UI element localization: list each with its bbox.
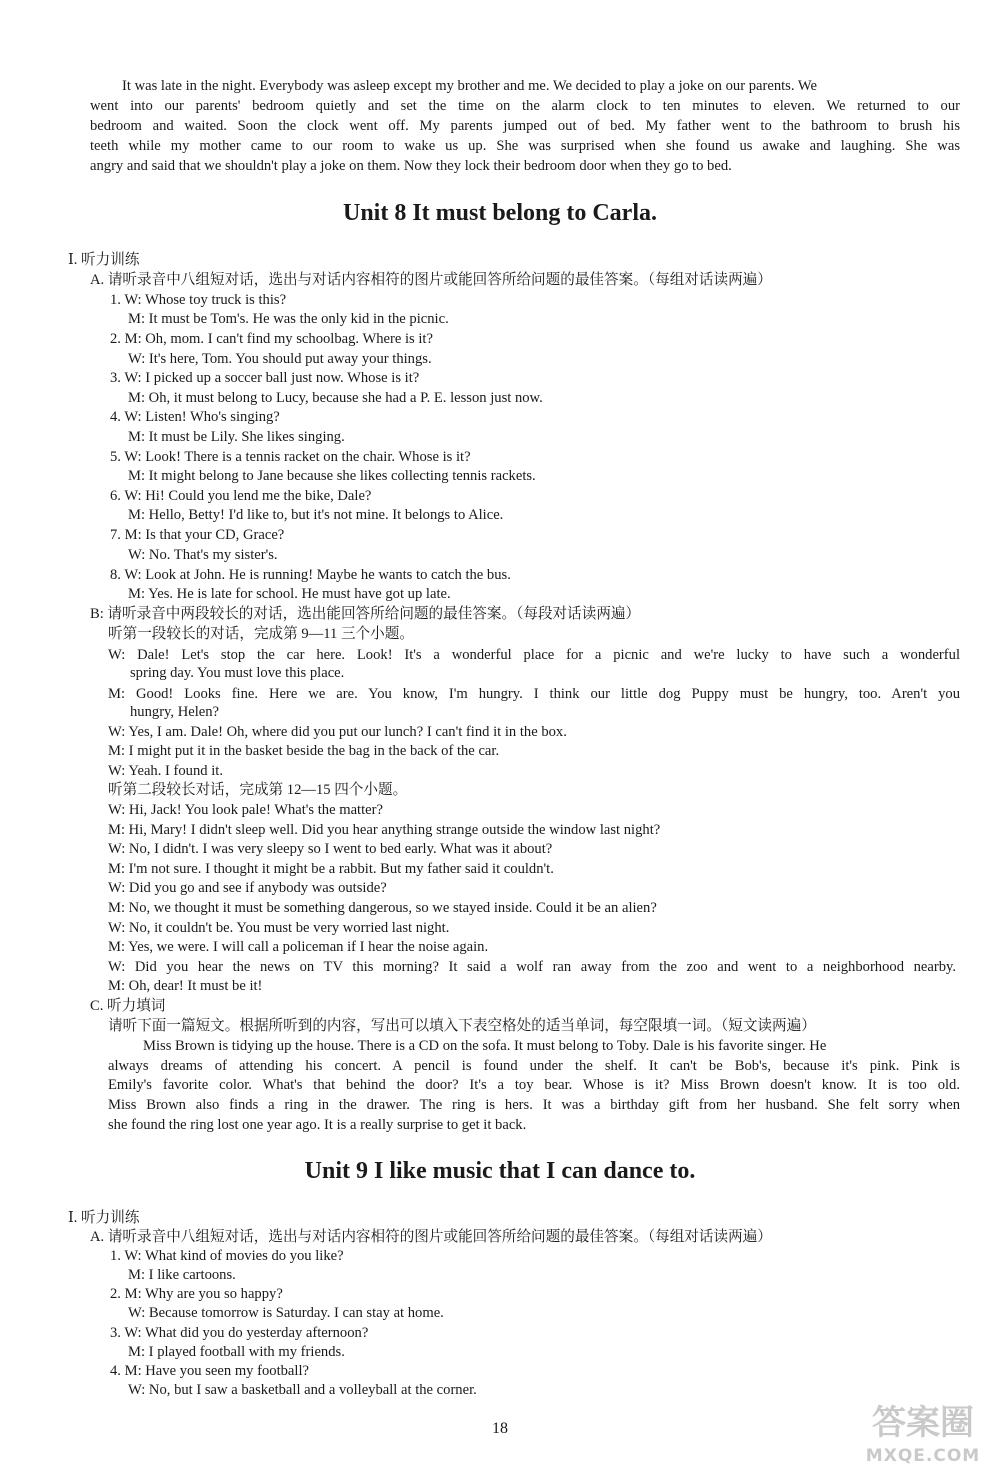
dialogue-line: W: Yes, I am. Dale! Oh, where did you put our lunch? I can't find it in the box.	[108, 724, 567, 740]
dialogue-line: M: Good! Looks fine. Here we are. You know, I'm hungry. I think our little dog Puppy must be hungry, too. Aren't you	[108, 686, 960, 702]
intro-line: It was late in the night. Everybody was asleep except my brother and me. We decided to play a joke on our parents. We	[122, 78, 817, 94]
dialogue-line: M: No, we thought it must be something dangerous, so we stayed inside. Could it be an alien?	[108, 900, 657, 916]
dialogue-line: 1. W: Whose toy truck is this?	[110, 292, 287, 308]
dialogue-line: M: Yes, we were. I will call a policeman if I hear the noise again.	[108, 939, 489, 955]
dialogue-line: W: Did you hear the news on TV this morning? It said a wolf ran away from the zoo and went to a neighborhood nearby.	[108, 959, 956, 975]
dialogue-line: M: Oh, dear! It must be it!	[108, 978, 263, 994]
part-b-instruction: B: 请听录音中两段较长的对话，选出能回答所给问题的最佳答案。（每段对话读两遍）	[90, 606, 641, 622]
dialogue-line: 5. W: Look! There is a tennis racket on the chair. Whose is it?	[110, 449, 471, 465]
watermark-logo	[860, 1402, 986, 1472]
dialogue-line: M: It must be Lily. She likes singing.	[128, 429, 345, 445]
dialogue-line: M: Oh, it must belong to Lucy, because she had a P. E. lesson just now.	[128, 390, 543, 406]
dialogue-line: W: Did you go and see if anybody was outside?	[108, 880, 387, 896]
dialogue-line: M: I played football with my friends.	[128, 1344, 345, 1360]
dialogue-line: 3. W: What did you do yesterday afternoon?	[110, 1325, 369, 1341]
dialogue-line: M: It might belong to Jane because she likes collecting tennis rackets.	[128, 468, 536, 484]
part-c-instruction: 请听下面一篇短文。根据所听到的内容，写出可以填入下表空格处的适当单词，每空限填一词。（短文读两遍）	[108, 1018, 816, 1034]
part-a-instruction: A. 请听录音中八组短对话，选出与对话内容相符的图片或能回答所给问题的最佳答案。（每组对话读两遍）	[90, 272, 772, 288]
passage-line: Miss Brown also finds a ring in the drawer. The ring is hers. It was a birthday gift from her husband. She felt sorry when	[108, 1097, 960, 1113]
dialogue-line: W: Hi, Jack! You look pale! What's the matter?	[108, 802, 383, 818]
passage-line: always dreams of attending his concert. A pencil is found under the shelf. It can't be Bob's, because it's pink. Pink is	[108, 1058, 960, 1074]
dialogue-line: 2. M: Oh, mom. I can't find my schoolbag. Where is it?	[110, 331, 433, 347]
dialogue-line: W: No. That's my sister's.	[128, 547, 278, 563]
passage-line: Miss Brown is tidying up the house. There is a CD on the sofa. It must belong to Toby. Dale is his favorite singer. He	[143, 1038, 827, 1054]
dialogue-line: 3. W: I picked up a soccer ball just now. Whose is it?	[110, 370, 420, 386]
dialogue-line: 4. W: Listen! Who's singing?	[110, 409, 280, 425]
watermark-top-text: 答案圈	[872, 1403, 974, 1443]
dialogue-line: M: Yes. He is late for school. He must have got up late.	[128, 586, 451, 602]
dialogue-line: W: Dale! Let's stop the car here. Look! It's a wonderful place for a picnic and we're lucky to have such a wonderful	[108, 647, 960, 663]
section-heading: Ⅰ. 听力训练	[68, 1210, 140, 1226]
dialogue-line: M: I like cartoons.	[128, 1267, 236, 1283]
unit8-title: Unit 8 It must belong to Carla.	[342, 200, 657, 226]
dialogue-line: M: It must be Tom's. He was the only kid in the picnic.	[128, 311, 449, 327]
dialogue-line: W: No, but I saw a basketball and a volleyball at the corner.	[128, 1382, 477, 1398]
intro-line: angry and said that we shouldn't play a joke on them. Now they lock their bedroom door when they go to bed.	[90, 158, 732, 174]
dialogue-line: 6. W: Hi! Could you lend me the bike, Dale?	[110, 488, 372, 504]
page-number: 18	[492, 1420, 508, 1437]
dialogue-line: hungry, Helen?	[130, 704, 220, 720]
dialogue-line: spring day. You must love this place.	[130, 665, 345, 681]
unit9-title: Unit 9 I like music that I can dance to.	[304, 1158, 696, 1184]
dialogue-line: W: No, I didn't. I was very sleepy so I went to bed early. What was it about?	[108, 841, 553, 857]
dialogue-line: 7. M: Is that your CD, Grace?	[110, 527, 285, 543]
part-a-instruction: A. 请听录音中八组短对话，选出与对话内容相符的图片或能回答所给问题的最佳答案。（每组对话读两遍）	[90, 1229, 772, 1245]
dialogue-line: M: I'm not sure. I thought it might be a rabbit. But my father said it couldn't.	[108, 861, 554, 877]
passage-line: she found the ring lost one year ago. It is a really surprise to get it back.	[108, 1117, 527, 1133]
dialogue-line: W: No, it couldn't be. You must be very worried last night.	[108, 920, 450, 936]
dialogue-line: M: I might put it in the basket beside the bag in the back of the car.	[108, 743, 500, 759]
dialogue-line: W: Because tomorrow is Saturday. I can stay at home.	[128, 1305, 444, 1321]
dialogue-line: 8. W: Look at John. He is running! Maybe he wants to catch the bus.	[110, 567, 511, 583]
intro-line: teeth while my mother came to our room to wake us up. She was surprised when she found us awake and laughing. She was	[90, 138, 960, 154]
dialogue-line: 4. M: Have you seen my football?	[110, 1363, 309, 1379]
intro-line: bedroom and waited. Soon the clock went off. My parents jumped out of bed. My father went to the bathroom to brush his	[90, 118, 960, 134]
section-heading: Ⅰ. 听力训练	[68, 252, 140, 268]
passage-line: Emily's favorite color. What's that behind the door? It's a toy bear. Whose is it? Miss Brown doesn't know. It is too old.	[108, 1077, 960, 1093]
dialogue-line: 2. M: Why are you so happy?	[110, 1286, 283, 1302]
dialogue-line: M: Hello, Betty! I'd like to, but it's not mine. It belongs to Alice.	[128, 507, 504, 523]
dialogue-line: W: Yeah. I found it.	[108, 763, 223, 779]
part-b-subinstruction: 听第一段较长的对话，完成第 9—11 三个小题。	[108, 626, 414, 642]
dialogue-line: 1. W: What kind of movies do you like?	[110, 1248, 344, 1264]
part-c-heading: C. 听力填词	[90, 998, 166, 1014]
watermark-bottom-text: MXQE.COM	[865, 1446, 981, 1466]
part-b-subinstruction: 听第二段较长对话，完成第 12—15 四个小题。	[108, 782, 408, 798]
intro-line: went into our parents' bedroom quietly and set the time on the alarm clock to ten minutes to eleven. We returned to our	[90, 98, 960, 114]
dialogue-line: M: Hi, Mary! I didn't sleep well. Did you hear anything strange outside the window last night?	[108, 822, 661, 838]
dialogue-line: W: It's here, Tom. You should put away your things.	[128, 351, 432, 367]
